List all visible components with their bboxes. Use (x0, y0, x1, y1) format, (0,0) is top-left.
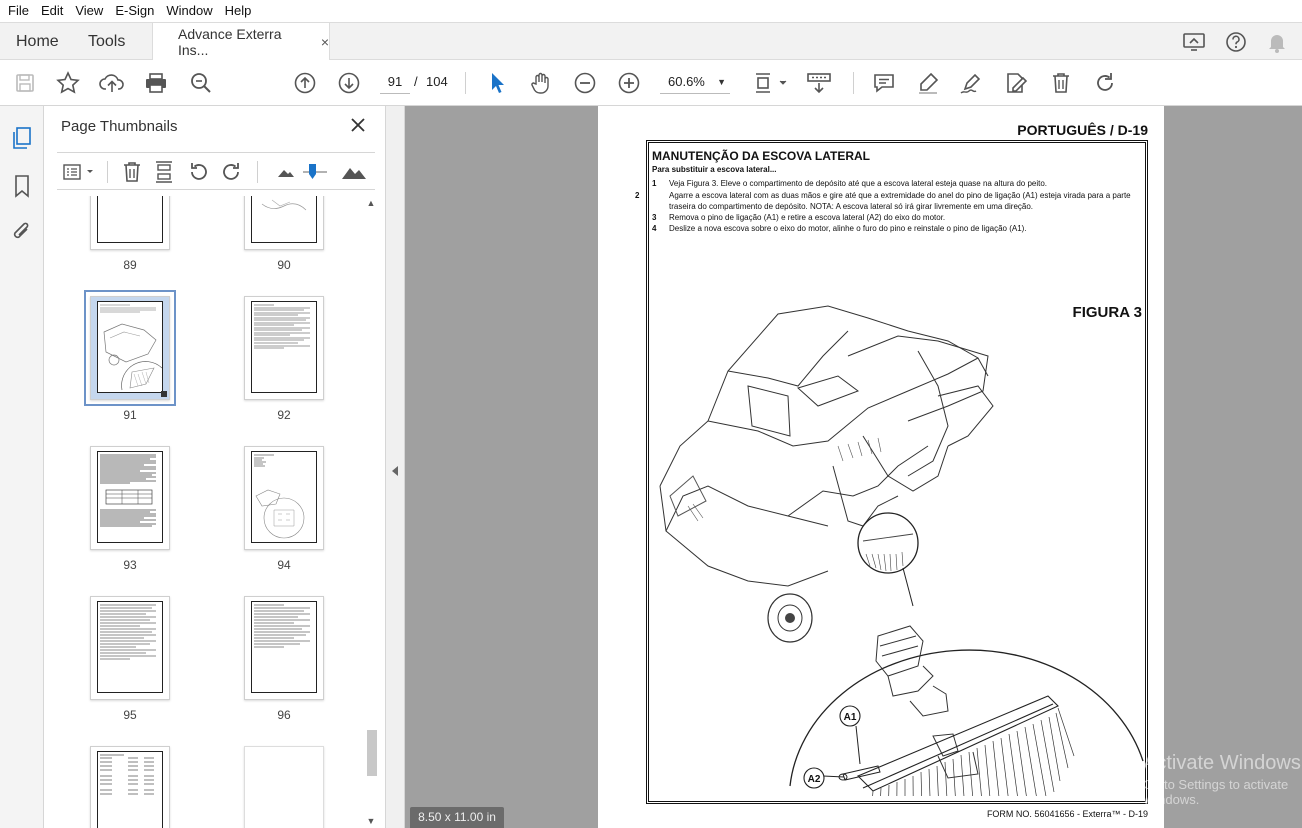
notifications-bell-icon[interactable] (1264, 29, 1290, 55)
thumbnail-label: 96 (277, 708, 291, 722)
zoom-in-icon[interactable] (614, 68, 644, 98)
tab-tools[interactable]: Tools (88, 33, 126, 50)
scroll-mode-icon[interactable] (804, 68, 834, 98)
zoom-level-value: 60.6% (668, 74, 705, 89)
document-view[interactable] (405, 106, 1302, 828)
thumbnail-size-small-icon[interactable] (273, 159, 299, 185)
attachments-paperclip-icon[interactable] (8, 218, 36, 246)
page-thumbnail-94[interactable] (244, 446, 324, 550)
toolbar-divider (853, 72, 854, 94)
comment-icon[interactable] (869, 68, 899, 98)
select-cursor-icon[interactable] (482, 68, 512, 98)
rotate-right-icon[interactable] (219, 159, 245, 185)
thumbnail-label: 90 (277, 258, 291, 272)
bookmarks-icon[interactable] (8, 172, 36, 200)
page-thumbnail-89[interactable] (90, 196, 170, 250)
sweeper-illustration (648, 296, 1148, 796)
highlight-pen-icon[interactable] (913, 68, 943, 98)
toolbar-divider (107, 161, 108, 183)
thumbnail-list (57, 196, 363, 828)
page-separator: / (414, 74, 418, 89)
page-thumbnail-92[interactable] (244, 296, 324, 400)
split-page-icon[interactable] (151, 159, 177, 185)
chevron-down-icon: ▼ (717, 77, 726, 87)
previous-page-icon[interactable] (290, 68, 320, 98)
close-tab-icon[interactable]: × (320, 34, 329, 50)
toolbar-divider (257, 161, 258, 183)
page-size-badge: 8.50 x 11.00 in (410, 807, 504, 828)
thumbnail-label: 94 (277, 558, 291, 572)
save-icon[interactable] (10, 68, 40, 98)
thumbnail-size-large-icon[interactable] (341, 159, 367, 185)
activate-windows-watermark (1143, 752, 1302, 807)
thumbnail-label: 89 (123, 258, 137, 272)
menu-window[interactable]: Window (166, 3, 213, 18)
delete-page-icon[interactable] (119, 159, 145, 185)
page-thumbnails-icon[interactable] (8, 124, 36, 152)
page-thumbnail-97[interactable] (90, 746, 170, 828)
pdf-page (598, 106, 1164, 828)
page-thumbnail-93[interactable] (90, 446, 170, 550)
page-thumbnail-91[interactable] (90, 296, 170, 400)
menu-view[interactable]: View (75, 3, 104, 18)
upload-cloud-icon[interactable] (97, 68, 127, 98)
thumbnail-scrollbar[interactable] (364, 196, 378, 828)
print-icon[interactable] (141, 68, 171, 98)
page-thumbnail-98[interactable] (244, 746, 324, 828)
current-page-marker (161, 391, 167, 397)
menu-help[interactable]: Help (224, 3, 252, 18)
search-zoom-icon[interactable] (186, 68, 216, 98)
delete-trash-icon[interactable] (1046, 68, 1076, 98)
thumbnail-label: 95 (123, 708, 137, 722)
page-thumbnail-95[interactable] (90, 596, 170, 700)
page-header: PORTUGUÊS / D-19 (1017, 122, 1148, 138)
page-thumbnail-90[interactable] (244, 196, 324, 250)
instruction-step: 2 Agarre a escova lateral com as duas mãos e gire até que a extremidade do anel do pino de ligação (A1) esteja virada para a parte traseira do compartimento de depósito. NOTA: A escova lateral só irá girar livremente em uma direção. (635, 191, 1131, 211)
scroll-down-icon[interactable]: ▼ (366, 816, 376, 826)
tab-document-title: Advance Exterra Ins... (178, 26, 282, 58)
thumbnail-size-slider[interactable] (301, 159, 329, 185)
menu-edit[interactable]: Edit (40, 3, 64, 18)
page-total: 104 (426, 74, 448, 89)
menu-bar (0, 0, 1302, 22)
hand-tool-icon[interactable] (526, 68, 556, 98)
share-screen-icon[interactable] (1181, 29, 1207, 55)
page-thumbnail-96[interactable] (244, 596, 324, 700)
bookmark-star-icon[interactable] (53, 68, 83, 98)
panel-collapse-handle[interactable] (385, 106, 405, 828)
zoom-out-icon[interactable] (570, 68, 600, 98)
watermark-line1: Activate Windows (1143, 752, 1301, 774)
zoom-level-select[interactable] (660, 70, 730, 94)
thumbnails-panel (45, 106, 385, 828)
tab-home[interactable]: Home (16, 33, 59, 50)
page-footer: FORM NO. 56041656 - Exterra™ - D-19 (986, 809, 1148, 819)
panel-title: Page Thumbnails (61, 118, 178, 135)
close-panel-icon[interactable] (347, 114, 369, 136)
section-title: MANUTENÇÃO DA ESCOVA LATERAL (652, 149, 870, 163)
page-fit-icon[interactable] (750, 68, 790, 98)
section-subtitle: Para substituir a escova lateral... (652, 165, 777, 174)
navigation-rail (0, 106, 44, 828)
main-toolbar (0, 60, 1302, 106)
sign-pen-icon[interactable] (957, 68, 987, 98)
thumbnail-options-icon[interactable] (61, 159, 97, 185)
thumbnail-label: 91 (123, 408, 137, 422)
menu-esign[interactable]: E-Sign (115, 3, 155, 18)
scroll-up-icon[interactable]: ▲ (366, 198, 376, 208)
thumbnail-label: 93 (123, 558, 137, 572)
tab-document[interactable] (152, 23, 330, 61)
toolbar-divider (465, 72, 466, 94)
instruction-step: 4 Deslize a nova escova sobre o eixo do motor, alinhe o furo do pino e reinstale o pino de ligação (A1). (652, 224, 1027, 233)
thumbnail-label: 92 (277, 408, 291, 422)
instruction-step: 1 Veja Figura 3. Eleve o compartimento de depósito até que a escova lateral esteja quase na altura do peito. (652, 179, 1048, 188)
redo-rotate-icon[interactable] (1090, 68, 1120, 98)
callout-a2: A2 (807, 774, 821, 785)
callout-a1: A1 (843, 712, 857, 723)
instruction-step: 3 Remova o pino de ligação (A1) e retire a escova lateral (A2) do eixo do motor. (652, 213, 946, 222)
page-number-input[interactable] (380, 70, 410, 94)
help-icon[interactable] (1223, 29, 1249, 55)
next-page-icon[interactable] (334, 68, 364, 98)
tab-bar (0, 22, 1302, 60)
edit-document-icon[interactable] (1001, 68, 1031, 98)
watermark-line2: Go to Settings to activate Windows. (1143, 777, 1289, 807)
scrollbar-thumb[interactable] (367, 730, 377, 776)
menu-file[interactable]: File (8, 3, 29, 18)
figure-label: FIGURA 3 (1072, 304, 1142, 321)
thumbnail-toolbar (57, 152, 375, 190)
collapse-arrow-icon[interactable] (392, 466, 398, 476)
rotate-left-icon[interactable] (185, 159, 211, 185)
